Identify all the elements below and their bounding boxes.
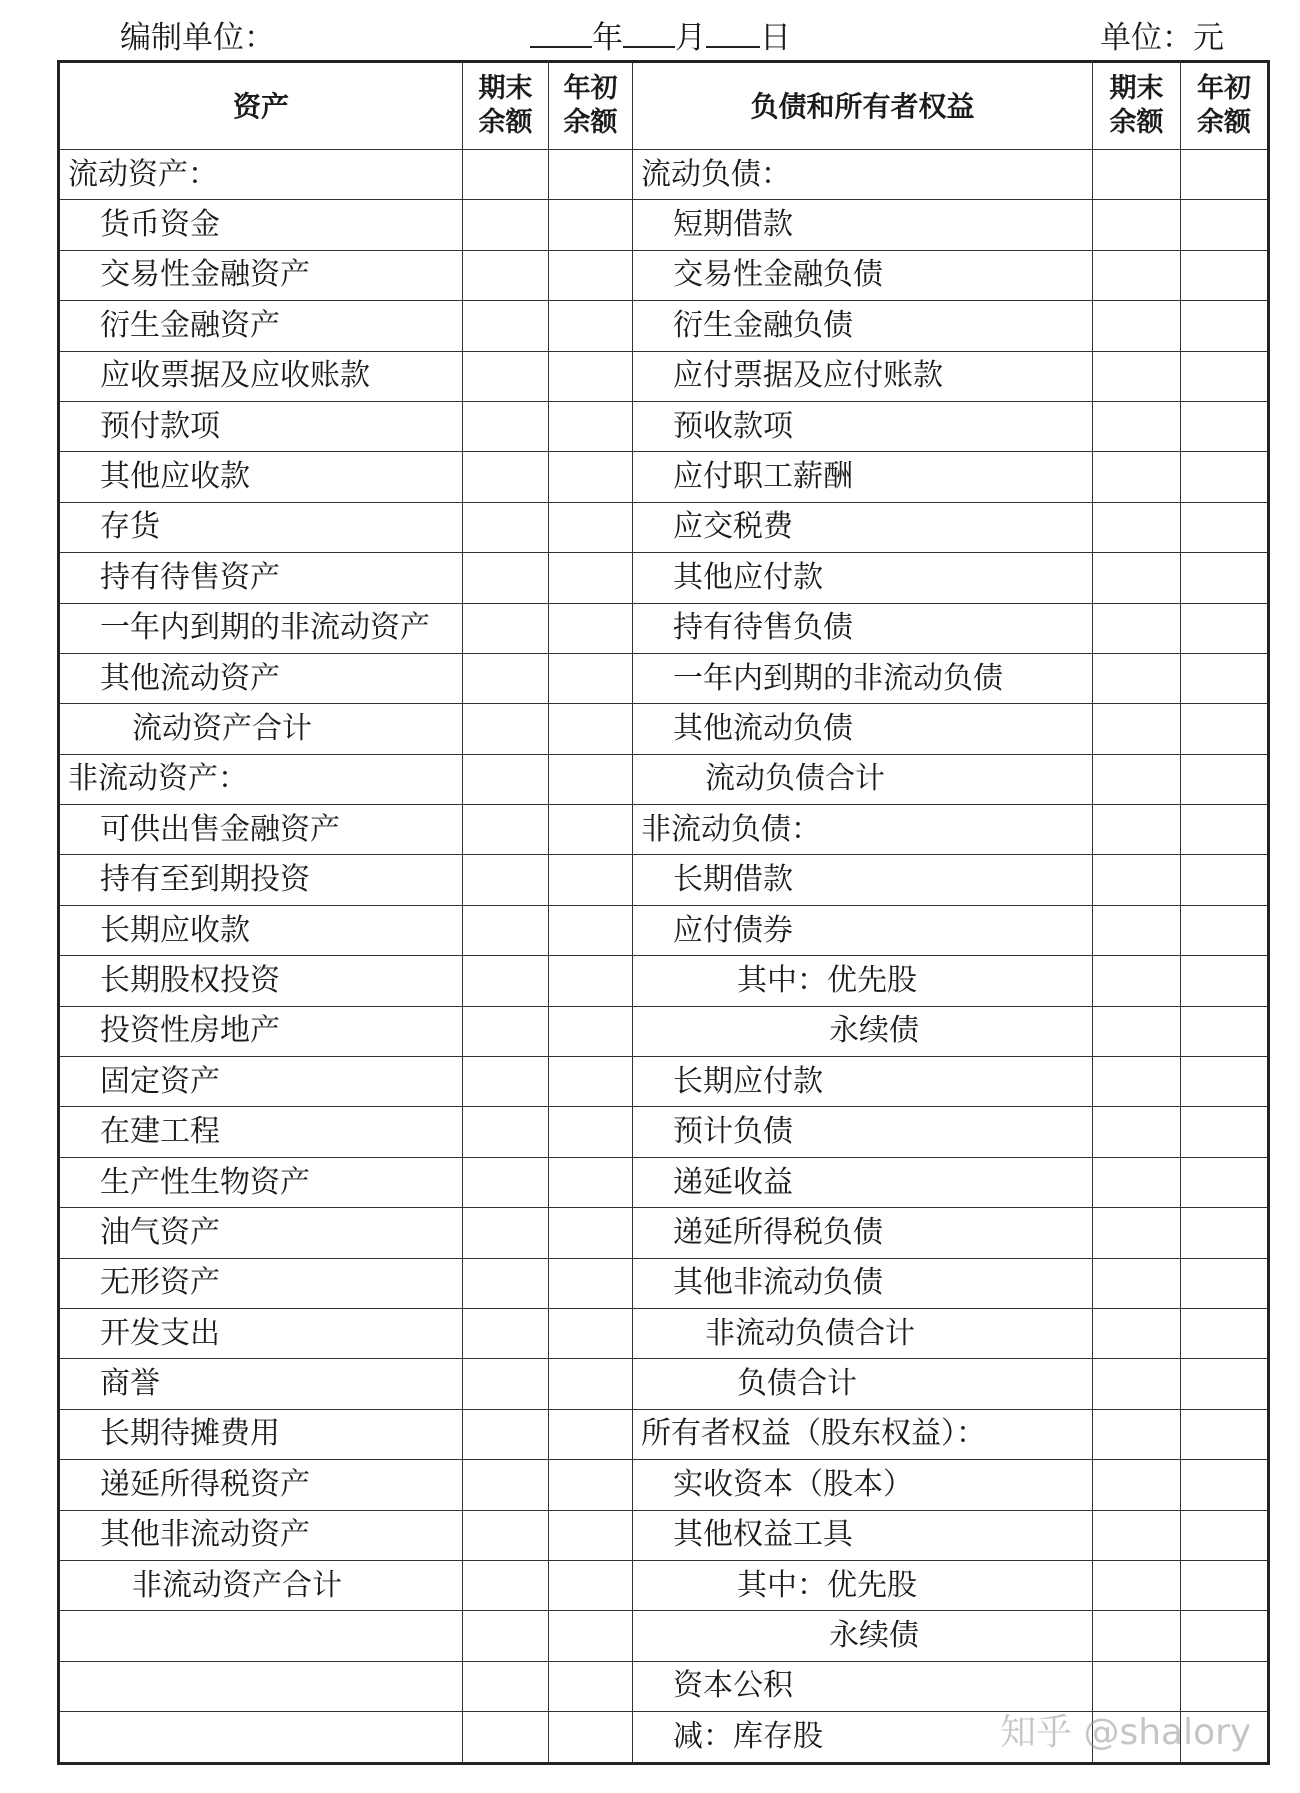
- asset-item-cell: [59, 1611, 463, 1661]
- liability-begin-balance-cell[interactable]: [1181, 1712, 1269, 1763]
- liability-begin-balance-cell[interactable]: [1181, 1661, 1269, 1711]
- assets-begin-balance-header: [549, 62, 633, 150]
- liability-begin-balance-cell[interactable]: [1181, 653, 1269, 703]
- liability-item-cell: 非流动负债合计: [633, 1308, 1093, 1358]
- liability-begin-balance-cell[interactable]: [1181, 1611, 1269, 1661]
- liabilities-equity-column-header: 负债和所有者权益: [633, 62, 1093, 150]
- asset-end-balance-cell[interactable]: [463, 1157, 549, 1207]
- asset-item-cell: 交易性金融资产: [59, 250, 463, 300]
- table-row: [59, 200, 1269, 250]
- asset-item-cell: 商誉: [59, 1359, 463, 1409]
- liability-end-balance-cell[interactable]: [1093, 704, 1181, 754]
- asset-begin-balance-cell[interactable]: [549, 1510, 633, 1560]
- asset-item-cell: 长期待摊费用: [59, 1409, 463, 1459]
- asset-end-balance-cell[interactable]: [463, 956, 549, 1006]
- liability-end-balance-cell[interactable]: [1093, 1661, 1181, 1711]
- liability-item-cell: 长期借款: [633, 855, 1093, 905]
- assets-column-header: 资产: [59, 62, 463, 150]
- table-row: [59, 1057, 1269, 1107]
- asset-end-balance-cell[interactable]: [463, 401, 549, 451]
- asset-begin-balance-cell[interactable]: [549, 855, 633, 905]
- asset-end-balance-cell[interactable]: [463, 1308, 549, 1358]
- liability-begin-balance-cell[interactable]: [1181, 603, 1269, 653]
- liability-end-balance-cell[interactable]: [1093, 956, 1181, 1006]
- liability-begin-balance-cell[interactable]: [1181, 452, 1269, 502]
- table-row: [59, 1661, 1269, 1711]
- asset-item-cell: 持有至到期投资: [59, 855, 463, 905]
- liability-end-balance-cell[interactable]: [1093, 1308, 1181, 1358]
- liability-begin-balance-cell[interactable]: [1181, 754, 1269, 804]
- table-row: [59, 855, 1269, 905]
- asset-item-cell: 投资性房地产: [59, 1006, 463, 1056]
- liability-begin-balance-cell[interactable]: [1181, 905, 1269, 955]
- liability-item-cell: 流动负债：: [633, 150, 1093, 200]
- liability-begin-balance-cell[interactable]: [1181, 956, 1269, 1006]
- asset-begin-balance-cell[interactable]: [549, 200, 633, 250]
- table-row: [59, 1208, 1269, 1258]
- liability-begin-balance-cell[interactable]: [1181, 1409, 1269, 1459]
- asset-item-cell: 货币资金: [59, 200, 463, 250]
- asset-item-cell: 油气资产: [59, 1208, 463, 1258]
- liability-end-balance-cell[interactable]: [1093, 1057, 1181, 1107]
- asset-item-cell: 其他流动资产: [59, 653, 463, 703]
- table-row: [59, 956, 1269, 1006]
- liability-begin-balance-cell[interactable]: [1181, 150, 1269, 200]
- liability-end-balance-cell[interactable]: [1093, 553, 1181, 603]
- balance-sheet-table: [57, 60, 1270, 1765]
- asset-begin-balance-cell[interactable]: [549, 150, 633, 200]
- liabilities-end-balance-header: [1093, 62, 1181, 150]
- asset-begin-balance-cell[interactable]: [549, 1712, 633, 1763]
- asset-item-cell: [59, 1712, 463, 1763]
- liability-end-balance-cell[interactable]: [1093, 502, 1181, 552]
- liability-end-balance-cell[interactable]: [1093, 200, 1181, 250]
- liability-end-balance-cell[interactable]: [1093, 1510, 1181, 1560]
- asset-end-balance-cell[interactable]: [463, 1258, 549, 1308]
- asset-end-balance-cell[interactable]: [463, 200, 549, 250]
- header-text: 余额: [1109, 107, 1164, 138]
- currency-unit-label: 单位：元: [1100, 20, 1224, 56]
- liability-end-balance-cell[interactable]: [1093, 351, 1181, 401]
- asset-end-balance-cell[interactable]: [463, 1661, 549, 1711]
- table-row: [59, 351, 1269, 401]
- asset-end-balance-cell[interactable]: [463, 1006, 549, 1056]
- asset-begin-balance-cell[interactable]: [549, 1611, 633, 1661]
- liability-begin-balance-cell[interactable]: [1181, 401, 1269, 451]
- liability-item-cell: 应付职工薪酬: [633, 452, 1093, 502]
- liability-item-cell: 预计负债: [633, 1107, 1093, 1157]
- table-row: [59, 1258, 1269, 1308]
- asset-item-cell: 存货: [59, 502, 463, 552]
- asset-item-cell: 固定资产: [59, 1057, 463, 1107]
- asset-begin-balance-cell[interactable]: [549, 754, 633, 804]
- asset-begin-balance-cell[interactable]: [549, 905, 633, 955]
- header-text: 余额: [478, 107, 533, 138]
- liability-end-balance-cell[interactable]: [1093, 1208, 1181, 1258]
- month-blank: [623, 45, 675, 48]
- table-row: [59, 250, 1269, 300]
- asset-begin-balance-cell[interactable]: [549, 553, 633, 603]
- asset-begin-balance-cell[interactable]: [549, 1107, 633, 1157]
- liability-end-balance-cell[interactable]: [1093, 905, 1181, 955]
- asset-item-cell: 可供出售金融资产: [59, 805, 463, 855]
- asset-begin-balance-cell[interactable]: [549, 1359, 633, 1409]
- liability-item-cell: 应付债券: [633, 905, 1093, 955]
- asset-end-balance-cell[interactable]: [463, 502, 549, 552]
- liability-begin-balance-cell[interactable]: [1181, 1460, 1269, 1510]
- liability-end-balance-cell[interactable]: [1093, 1107, 1181, 1157]
- liability-item-cell: 其他应付款: [633, 553, 1093, 603]
- asset-begin-balance-cell[interactable]: [549, 1057, 633, 1107]
- asset-item-cell: 流动资产合计: [59, 704, 463, 754]
- liability-item-cell: 流动负债合计: [633, 754, 1093, 804]
- liability-begin-balance-cell[interactable]: [1181, 1208, 1269, 1258]
- liability-item-cell: 减：库存股: [633, 1712, 1093, 1763]
- asset-begin-balance-cell[interactable]: [549, 1208, 633, 1258]
- liability-end-balance-cell[interactable]: [1093, 250, 1181, 300]
- asset-end-balance-cell[interactable]: [463, 351, 549, 401]
- asset-end-balance-cell[interactable]: [463, 1712, 549, 1763]
- preparing-unit-label: 编制单位：: [120, 20, 275, 56]
- header-text: 余额: [563, 107, 618, 138]
- liability-item-cell: 应交税费: [633, 502, 1093, 552]
- header-text: 期末: [478, 73, 533, 105]
- liability-end-balance-cell[interactable]: [1093, 301, 1181, 351]
- liability-item-cell: 交易性金融负债: [633, 250, 1093, 300]
- asset-item-cell: 持有待售资产: [59, 553, 463, 603]
- asset-begin-balance-cell[interactable]: [549, 301, 633, 351]
- liability-end-balance-cell[interactable]: [1093, 150, 1181, 200]
- liability-begin-balance-cell[interactable]: [1181, 1308, 1269, 1358]
- liability-item-cell: 递延所得税负债: [633, 1208, 1093, 1258]
- table-row: [59, 1510, 1269, 1560]
- liability-begin-balance-cell[interactable]: [1181, 1107, 1269, 1157]
- asset-begin-balance-cell[interactable]: [549, 1006, 633, 1056]
- asset-item-cell: 在建工程: [59, 1107, 463, 1157]
- asset-item-cell: 递延所得税资产: [59, 1460, 463, 1510]
- asset-begin-balance-cell[interactable]: [549, 1560, 633, 1610]
- day-label: 日: [760, 20, 791, 56]
- liability-item-cell: 短期借款: [633, 200, 1093, 250]
- year-blank: [530, 45, 592, 48]
- asset-item-cell: 非流动资产：: [59, 754, 463, 804]
- table-row: [59, 1006, 1269, 1056]
- liability-begin-balance-cell[interactable]: [1181, 553, 1269, 603]
- asset-end-balance-cell[interactable]: [463, 250, 549, 300]
- asset-item-cell: [59, 1661, 463, 1711]
- asset-end-balance-cell[interactable]: [463, 704, 549, 754]
- table-row: [59, 1409, 1269, 1459]
- table-row: [59, 502, 1269, 552]
- liability-item-cell: 其他流动负债: [633, 704, 1093, 754]
- asset-end-balance-cell[interactable]: [463, 754, 549, 804]
- header-text: 年初: [563, 73, 618, 105]
- asset-begin-balance-cell[interactable]: [549, 956, 633, 1006]
- asset-end-balance-cell[interactable]: [463, 603, 549, 653]
- liability-end-balance-cell[interactable]: [1093, 1258, 1181, 1308]
- liability-item-cell: 所有者权益（股东权益）：: [633, 1409, 1093, 1459]
- asset-begin-balance-cell[interactable]: [549, 1258, 633, 1308]
- liability-begin-balance-cell[interactable]: [1181, 1510, 1269, 1560]
- asset-begin-balance-cell[interactable]: [549, 1460, 633, 1510]
- asset-end-balance-cell[interactable]: [463, 1057, 549, 1107]
- asset-begin-balance-cell[interactable]: [549, 452, 633, 502]
- asset-end-balance-cell[interactable]: [463, 1460, 549, 1510]
- year-label: 年: [592, 20, 623, 56]
- asset-item-cell: 无形资产: [59, 1258, 463, 1308]
- liability-begin-balance-cell[interactable]: [1181, 1006, 1269, 1056]
- liability-begin-balance-cell[interactable]: [1181, 250, 1269, 300]
- liability-item-cell: 长期应付款: [633, 1057, 1093, 1107]
- asset-end-balance-cell[interactable]: [463, 553, 549, 603]
- liability-item-cell: 应付票据及应付账款: [633, 351, 1093, 401]
- asset-item-cell: 一年内到期的非流动资产: [59, 603, 463, 653]
- table-row: [59, 603, 1269, 653]
- asset-end-balance-cell[interactable]: [463, 855, 549, 905]
- liability-item-cell: 其中：优先股: [633, 1560, 1093, 1610]
- liability-item-cell: 其他权益工具: [633, 1510, 1093, 1560]
- liability-end-balance-cell[interactable]: [1093, 805, 1181, 855]
- table-row: [59, 1560, 1269, 1610]
- liability-begin-balance-cell[interactable]: [1181, 502, 1269, 552]
- table-row: [59, 553, 1269, 603]
- liability-item-cell: 永续债: [633, 1611, 1093, 1661]
- asset-begin-balance-cell[interactable]: [549, 401, 633, 451]
- liability-end-balance-cell[interactable]: [1093, 1409, 1181, 1459]
- table-body: [59, 150, 1269, 1764]
- asset-begin-balance-cell[interactable]: [549, 1308, 633, 1358]
- asset-end-balance-cell[interactable]: [463, 150, 549, 200]
- asset-begin-balance-cell[interactable]: [549, 250, 633, 300]
- liability-end-balance-cell[interactable]: [1093, 1157, 1181, 1207]
- liability-end-balance-cell[interactable]: [1093, 855, 1181, 905]
- report-header: [0, 6, 1300, 56]
- asset-end-balance-cell[interactable]: [463, 1359, 549, 1409]
- liability-begin-balance-cell[interactable]: [1181, 704, 1269, 754]
- table-row: [59, 1157, 1269, 1207]
- asset-begin-balance-cell[interactable]: [549, 704, 633, 754]
- table-row: [59, 150, 1269, 200]
- liability-item-cell: 一年内到期的非流动负债: [633, 653, 1093, 703]
- asset-begin-balance-cell[interactable]: [549, 502, 633, 552]
- liability-item-cell: 其他非流动负债: [633, 1258, 1093, 1308]
- liability-end-balance-cell[interactable]: [1093, 603, 1181, 653]
- liability-begin-balance-cell[interactable]: [1181, 855, 1269, 905]
- table-row: [59, 754, 1269, 804]
- table-row: [59, 301, 1269, 351]
- report-date: [530, 12, 791, 57]
- asset-end-balance-cell[interactable]: [463, 905, 549, 955]
- day-blank: [706, 45, 760, 48]
- header-text: 期末: [1109, 73, 1164, 105]
- liability-end-balance-cell[interactable]: [1093, 1560, 1181, 1610]
- table-row: [59, 653, 1269, 703]
- table-row: [59, 1308, 1269, 1358]
- table-row: [59, 1359, 1269, 1409]
- asset-end-balance-cell[interactable]: [463, 1560, 549, 1610]
- asset-end-balance-cell[interactable]: [463, 1409, 549, 1459]
- table-row: [59, 805, 1269, 855]
- table-row: [59, 1107, 1269, 1157]
- liability-end-balance-cell[interactable]: [1093, 1712, 1181, 1763]
- liability-item-cell: 递延收益: [633, 1157, 1093, 1207]
- liability-end-balance-cell[interactable]: [1093, 1460, 1181, 1510]
- asset-begin-balance-cell[interactable]: [549, 653, 633, 703]
- asset-begin-balance-cell[interactable]: [549, 603, 633, 653]
- liability-begin-balance-cell[interactable]: [1181, 805, 1269, 855]
- asset-end-balance-cell[interactable]: [463, 1208, 549, 1258]
- asset-end-balance-cell[interactable]: [463, 805, 549, 855]
- header-text: 年初: [1197, 73, 1251, 105]
- liability-begin-balance-cell[interactable]: [1181, 301, 1269, 351]
- liability-begin-balance-cell[interactable]: [1181, 1560, 1269, 1610]
- asset-item-cell: 长期应收款: [59, 905, 463, 955]
- liability-item-cell: 实收资本（股本）: [633, 1460, 1093, 1510]
- liability-item-cell: 资本公积: [633, 1661, 1093, 1711]
- asset-item-cell: 流动资产：: [59, 150, 463, 200]
- liability-end-balance-cell[interactable]: [1093, 401, 1181, 451]
- asset-item-cell: 长期股权投资: [59, 956, 463, 1006]
- liability-item-cell: 预收款项: [633, 401, 1093, 451]
- liability-begin-balance-cell[interactable]: [1181, 1157, 1269, 1207]
- asset-item-cell: 预付款项: [59, 401, 463, 451]
- liability-begin-balance-cell[interactable]: [1181, 351, 1269, 401]
- liabilities-begin-balance-header: [1181, 62, 1269, 150]
- table-row: [59, 401, 1269, 451]
- asset-end-balance-cell[interactable]: [463, 1510, 549, 1560]
- table-row: [59, 905, 1269, 955]
- asset-end-balance-cell[interactable]: [463, 301, 549, 351]
- liability-end-balance-cell[interactable]: [1093, 1359, 1181, 1409]
- asset-begin-balance-cell[interactable]: [549, 805, 633, 855]
- liability-item-cell: 持有待售负债: [633, 603, 1093, 653]
- asset-begin-balance-cell[interactable]: [549, 351, 633, 401]
- liability-begin-balance-cell[interactable]: [1181, 1359, 1269, 1409]
- liability-end-balance-cell[interactable]: [1093, 653, 1181, 703]
- asset-begin-balance-cell[interactable]: [549, 1157, 633, 1207]
- table-row: [59, 704, 1269, 754]
- liability-begin-balance-cell[interactable]: [1181, 1258, 1269, 1308]
- table-row: [59, 1611, 1269, 1661]
- asset-begin-balance-cell[interactable]: [549, 1661, 633, 1711]
- assets-end-balance-header: [463, 62, 549, 150]
- liability-begin-balance-cell[interactable]: [1181, 200, 1269, 250]
- liability-item-cell: 永续债: [633, 1006, 1093, 1056]
- asset-end-balance-cell[interactable]: [463, 653, 549, 703]
- asset-item-cell: 生产性生物资产: [59, 1157, 463, 1207]
- table-header: [59, 62, 1269, 150]
- liability-item-cell: 负债合计: [633, 1359, 1093, 1409]
- liability-end-balance-cell[interactable]: [1093, 1006, 1181, 1056]
- table-row: [59, 1712, 1269, 1763]
- liability-item-cell: 非流动负债：: [633, 805, 1093, 855]
- table-row: [59, 452, 1269, 502]
- asset-begin-balance-cell[interactable]: [549, 1409, 633, 1459]
- liability-end-balance-cell[interactable]: [1093, 452, 1181, 502]
- liability-item-cell: 其中：优先股: [633, 956, 1093, 1006]
- asset-item-cell: 非流动资产合计: [59, 1560, 463, 1610]
- watermark: 知乎 @shalory: [1000, 1712, 1252, 1753]
- asset-end-balance-cell[interactable]: [463, 1107, 549, 1157]
- liability-begin-balance-cell[interactable]: [1181, 1057, 1269, 1107]
- asset-end-balance-cell[interactable]: [463, 1611, 549, 1661]
- header-text: 余额: [1197, 107, 1251, 138]
- asset-item-cell: 其他非流动资产: [59, 1510, 463, 1560]
- asset-end-balance-cell[interactable]: [463, 452, 549, 502]
- month-label: 月: [675, 20, 706, 56]
- asset-item-cell: 其他应收款: [59, 452, 463, 502]
- asset-item-cell: 衍生金融资产: [59, 301, 463, 351]
- asset-item-cell: 开发支出: [59, 1308, 463, 1358]
- table-header-row: [59, 62, 1269, 150]
- liability-item-cell: 衍生金融负债: [633, 301, 1093, 351]
- asset-item-cell: 应收票据及应收账款: [59, 351, 463, 401]
- table-row: [59, 1460, 1269, 1510]
- liability-end-balance-cell[interactable]: [1093, 754, 1181, 804]
- liability-end-balance-cell[interactable]: [1093, 1611, 1181, 1661]
